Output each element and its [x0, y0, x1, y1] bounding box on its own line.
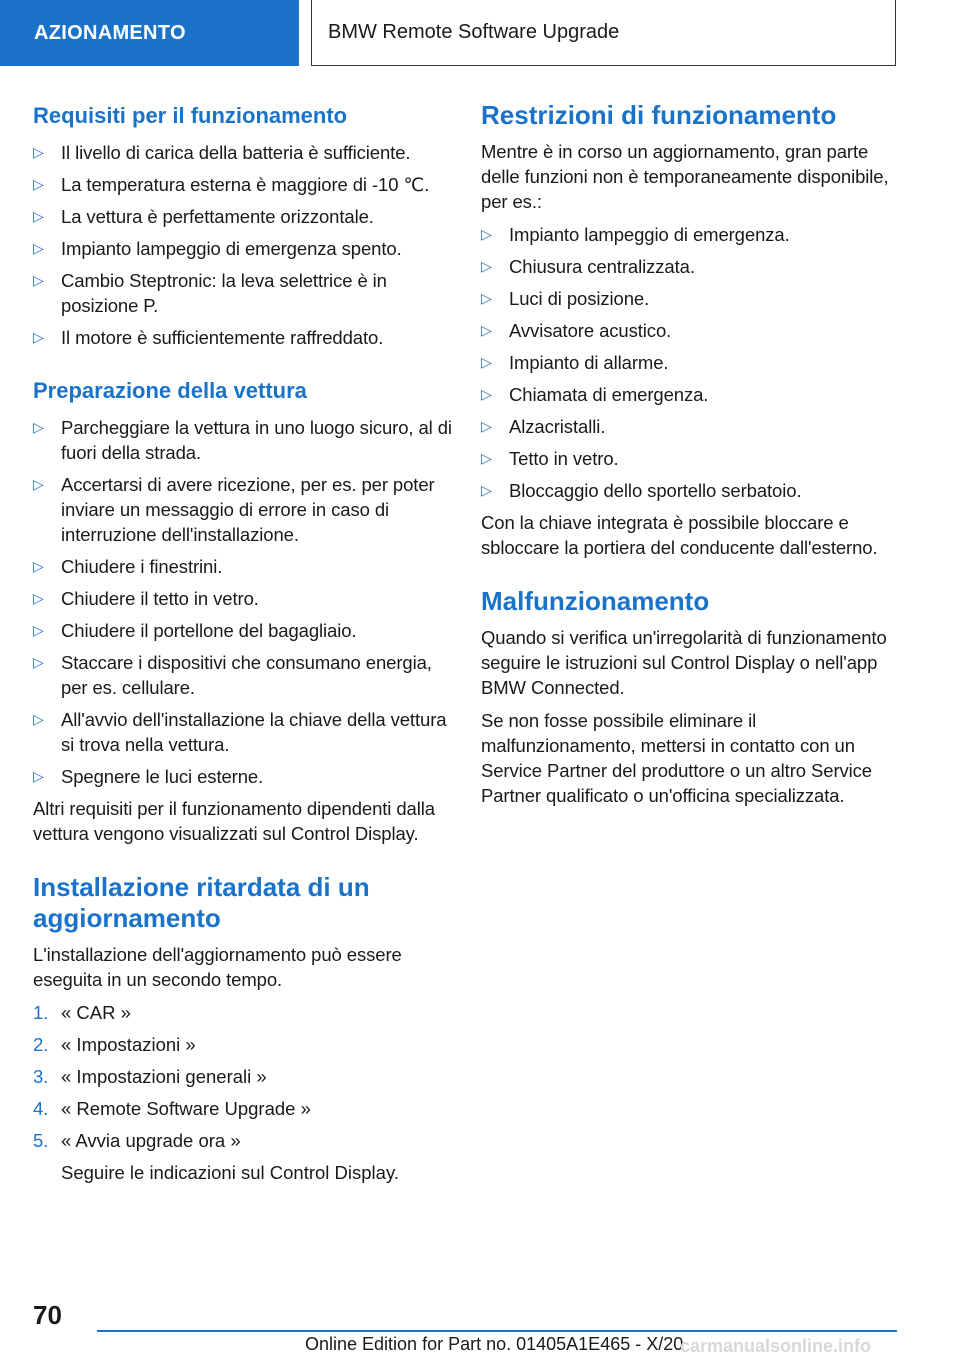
list-item: ▷ Alzacristalli. [481, 416, 606, 437]
list-item: ▷ Cambio Steptronic: la leva selettrice è in posizione P. [33, 270, 387, 316]
list-item: ▷ Chiudere i finestrini. [33, 556, 223, 577]
list-item: ▷ Tetto in vetro. [481, 448, 619, 469]
step-item: 1. « CAR » [33, 1002, 131, 1023]
triangle-bullet-icon: ▷ [33, 768, 44, 784]
list-item: ▷ All'avvio dell'installazione la chiave della vettura si trova nella vettura. [33, 709, 447, 755]
list-item: ▷ Chiudere il tetto in vetro. [33, 588, 259, 609]
list-item: ▷ Impianto di allarme. [481, 352, 669, 373]
list-item: ▷ La vettura è perfettamente orizzontale. [33, 206, 374, 227]
heading-requisiti: Requisiti per il funzionamento [33, 103, 348, 128]
list-item: ▷ Luci di posizione. [481, 288, 650, 309]
triangle-bullet-icon: ▷ [481, 322, 492, 338]
steps-list [33, 1000, 453, 1153]
step-item: 4. « Remote Software Upgrade » [33, 1098, 311, 1119]
triangle-bullet-icon: ▷ [33, 272, 44, 288]
section-tab [0, 0, 299, 66]
triangle-bullet-icon: ▷ [33, 476, 44, 492]
triangle-bullet-icon: ▷ [481, 354, 492, 370]
triangle-bullet-icon: ▷ [481, 290, 492, 306]
list-item: ▷ La temperatura esterna è maggiore di -10 ℃. [33, 174, 430, 195]
malfunzionamento-p1: Quando si verifica un'irregolarità di funzionamento seguire le istruzioni sul Control Display o nell'app BMW Connected. [481, 627, 887, 698]
heading-preparazione: Preparazione della vettura [33, 378, 307, 403]
watermark: carmanualsonline.info [680, 1336, 872, 1356]
triangle-bullet-icon: ▷ [33, 419, 44, 435]
triangle-bullet-icon: ▷ [33, 654, 44, 670]
left-column [33, 96, 453, 1185]
triangle-bullet-icon: ▷ [481, 258, 492, 274]
malfunzionamento-p2: Se non fosse possibile eliminare il malfunzionamento, mettersi in contatto con un Service Partner del produttore o un altro Service Partner qualificato o un'officina specializzata. [481, 710, 872, 806]
restrizioni-intro: Mentre è in corso un aggiornamento, gran parte delle funzioni non è temporaneamente disponibile, per es.: [481, 141, 889, 212]
list-item: ▷ Chiamata di emergenza. [481, 384, 709, 405]
list-item: ▷ Il livello di carica della batteria è sufficiente. [33, 142, 411, 163]
triangle-bullet-icon: ▷ [33, 208, 44, 224]
chapter-title: BMW Remote Software Upgrade [328, 21, 620, 43]
list-requisiti [33, 140, 453, 350]
list-item: ▷ Impianto lampeggio di emergenza spento. [33, 238, 402, 259]
list-item: ▷ Bloccaggio dello sportello serbatoio. [481, 480, 802, 501]
step-number: 1. [33, 1002, 49, 1023]
triangle-bullet-icon: ▷ [33, 711, 44, 727]
list-item: ▷ Parcheggiare la vettura in uno luogo sicuro, al di fuori della strada. [33, 417, 452, 463]
list-item: ▷ Accertarsi di avere ricezione, per es. per poter inviare un messaggio di errore in caso di interruzione dell'installazione. [33, 474, 435, 545]
list-item: ▷ Staccare i dispositivi che consumano energia, per es. cellulare. [33, 652, 432, 698]
heading-installazione: Installazione ritardata di un aggiornamento [33, 872, 370, 933]
step-number: 5. [33, 1130, 49, 1151]
installazione-intro: L'installazione dell'aggiornamento può essere eseguita in un secondo tempo. [33, 944, 402, 990]
restrizioni-outro: Con la chiave integrata è possibile bloccare e sbloccare la portiera del conducente dall'esterno. [481, 512, 878, 558]
heading-restrizioni: Restrizioni di funzionamento [481, 100, 837, 130]
preparazione-note: Altri requisiti per il funzionamento dipendenti dalla vettura vengono visualizzati sul Control Display. [33, 798, 435, 844]
triangle-bullet-icon: ▷ [481, 386, 492, 402]
footer-divider [97, 1330, 897, 1332]
triangle-bullet-icon: ▷ [33, 329, 44, 345]
list-restrizioni [481, 222, 901, 503]
step-item: 3. « Impostazioni generali » [33, 1066, 267, 1087]
section-title: AZIONAMENTO [34, 21, 186, 44]
triangle-bullet-icon: ▷ [481, 226, 492, 242]
triangle-bullet-icon: ▷ [33, 590, 44, 606]
list-item: ▷ Chiusura centralizzata. [481, 256, 695, 277]
step-item: 2. « Impostazioni » [33, 1034, 196, 1055]
step-number: 3. [33, 1066, 49, 1087]
step-number: 4. [33, 1098, 49, 1119]
list-item: ▷ Chiudere il portellone del bagagliaio. [33, 620, 357, 641]
step-item: 5. « Avvia upgrade ora » [33, 1130, 241, 1151]
page-number: 70 [33, 1300, 62, 1330]
heading-malfunzionamento: Malfunzionamento [481, 586, 710, 616]
right-column [481, 96, 901, 816]
triangle-bullet-icon: ▷ [481, 418, 492, 434]
list-item: ▷ Il motore è sufficientemente raffreddato. [33, 327, 384, 348]
triangle-bullet-icon: ▷ [33, 622, 44, 638]
triangle-bullet-icon: ▷ [33, 240, 44, 256]
triangle-bullet-icon: ▷ [481, 482, 492, 498]
edition-text: Online Edition for Part no. 01405A1E465 - X/20 [305, 1334, 684, 1354]
step-number: 2. [33, 1034, 49, 1055]
triangle-bullet-icon: ▷ [33, 558, 44, 574]
triangle-bullet-icon: ▷ [33, 176, 44, 192]
list-item: ▷ Spegnere le luci esterne. [33, 766, 264, 787]
triangle-bullet-icon: ▷ [481, 450, 492, 466]
step-note: Seguire le indicazioni sul Control Display. [61, 1162, 399, 1183]
chapter-header [311, 0, 896, 66]
list-item: ▷ Avvisatore acustico. [481, 320, 672, 341]
triangle-bullet-icon: ▷ [33, 144, 44, 160]
list-item: ▷ Impianto lampeggio di emergenza. [481, 224, 790, 245]
list-preparazione [33, 415, 453, 789]
